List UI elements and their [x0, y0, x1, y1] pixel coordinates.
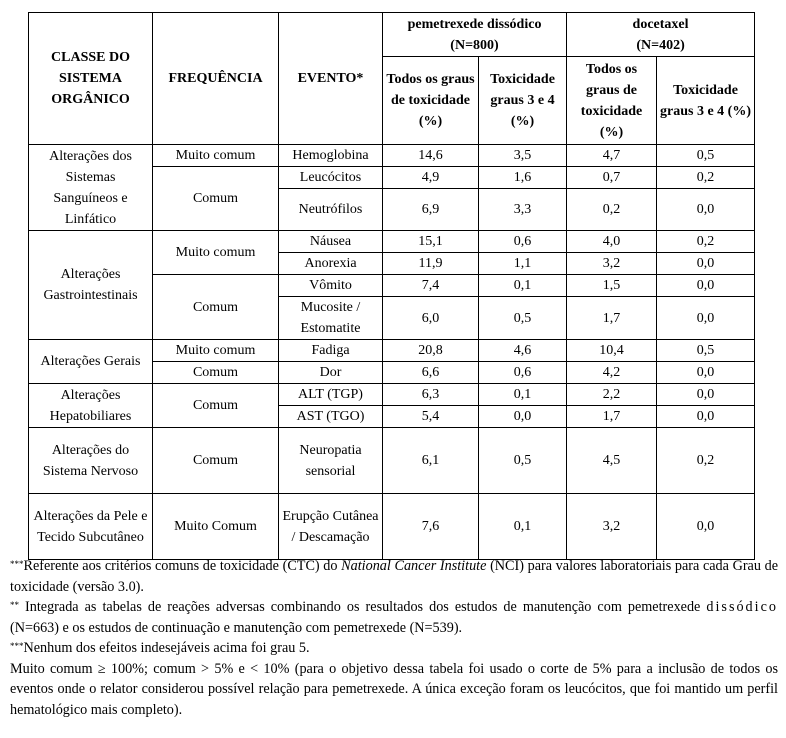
- value-cell: 20,8: [383, 340, 479, 362]
- freq-cell: Muito Comum: [153, 494, 279, 560]
- footnote-1-text-a: Referente aos critérios comuns de toxicidade (CTC) do: [23, 558, 342, 574]
- footnote-1-mark: ***: [10, 559, 24, 569]
- value-cell: 3,2: [567, 494, 657, 560]
- value-cell: 1,6: [479, 167, 567, 189]
- value-cell: 0,5: [479, 428, 567, 494]
- event-cell: Neuropatia sensorial: [279, 428, 383, 494]
- event-cell: Leucócitos: [279, 167, 383, 189]
- value-cell: 7,4: [383, 275, 479, 297]
- value-cell: 1,1: [479, 253, 567, 275]
- value-cell: 15,1: [383, 231, 479, 253]
- value-cell: 4,7: [567, 145, 657, 167]
- event-cell: Anorexia: [279, 253, 383, 275]
- value-cell: 3,3: [479, 189, 567, 231]
- value-cell: 14,6: [383, 145, 479, 167]
- header-frequencia: FREQUÊNCIA: [153, 13, 279, 145]
- freq-cell: Comum: [153, 362, 279, 384]
- value-cell: 3,2: [567, 253, 657, 275]
- header-pem-todos: Todos os graus de toxicidade (%): [383, 57, 479, 145]
- footnote-3: [10, 638, 778, 659]
- table-row: [29, 494, 755, 560]
- footnote-3-mark: ***: [10, 641, 24, 651]
- value-cell: 6,9: [383, 189, 479, 231]
- value-cell: 0,5: [657, 340, 755, 362]
- footnote-3-text: Nenhum dos efeitos indesejáveis acima foi grau 5.: [23, 640, 310, 656]
- value-cell: 0,0: [657, 494, 755, 560]
- freq-cell: Muito comum: [153, 340, 279, 362]
- event-cell: Hemoglobina: [279, 145, 383, 167]
- header-classe: CLASSE DO SISTEMA ORGÂNICO: [29, 13, 153, 145]
- freq-cell: Muito comum: [153, 145, 279, 167]
- header-pemetrexede: [383, 13, 567, 57]
- value-cell: 1,7: [567, 297, 657, 340]
- table-row: [29, 231, 755, 253]
- value-cell: 0,0: [657, 384, 755, 406]
- value-cell: 6,6: [383, 362, 479, 384]
- event-cell: Neutrófilos: [279, 189, 383, 231]
- value-cell: 0,2: [657, 167, 755, 189]
- event-cell: Mucosite / Estomatite: [279, 297, 383, 340]
- table-row: [29, 384, 755, 406]
- footnote-1: [10, 556, 778, 597]
- footnote-2: [10, 597, 778, 638]
- value-cell: 0,5: [479, 297, 567, 340]
- footnote-2-text-a: Integrada as tabelas de reações adversas combinando os resultados dos estudos de manutenção com pemetrexede: [19, 599, 707, 615]
- event-cell: Dor: [279, 362, 383, 384]
- class-cell: Alterações dos Sistemas Sanguíneos e Linfático: [29, 145, 153, 231]
- value-cell: 4,2: [567, 362, 657, 384]
- value-cell: 4,6: [479, 340, 567, 362]
- header-evento: EVENTO*: [279, 13, 383, 145]
- footnote-2-spaced: dissódico: [706, 599, 778, 615]
- value-cell: 0,0: [479, 406, 567, 428]
- value-cell: 11,9: [383, 253, 479, 275]
- event-cell: Erupção Cutânea / Descamação: [279, 494, 383, 560]
- freq-cell: Comum: [153, 384, 279, 428]
- value-cell: 0,2: [657, 428, 755, 494]
- value-cell: 4,9: [383, 167, 479, 189]
- footnote-1-text-b: (NCI) para valores laboratoriais para cada Grau de toxicidade (versão 3.0).: [10, 558, 778, 595]
- class-cell: Alterações Hepatobiliares: [29, 384, 153, 428]
- value-cell: 0,0: [657, 406, 755, 428]
- value-cell: 0,6: [479, 231, 567, 253]
- adverse-events-table: [28, 12, 755, 560]
- value-cell: 0,7: [567, 167, 657, 189]
- footnote-2-mark: **: [10, 600, 19, 610]
- event-cell: ALT (TGP): [279, 384, 383, 406]
- header-pem-tox34: Toxicidade graus 3 e 4 (%): [479, 57, 567, 145]
- class-cell: Alterações do Sistema Nervoso: [29, 428, 153, 494]
- value-cell: 7,6: [383, 494, 479, 560]
- freq-cell: Comum: [153, 275, 279, 340]
- value-cell: 4,0: [567, 231, 657, 253]
- class-cell: Alterações Gerais: [29, 340, 153, 384]
- header-docetaxel-n: (N=402): [636, 37, 685, 53]
- value-cell: 0,6: [479, 362, 567, 384]
- value-cell: 5,4: [383, 406, 479, 428]
- value-cell: 0,0: [657, 275, 755, 297]
- event-cell: AST (TGO): [279, 406, 383, 428]
- header-pemetrexede-name: pemetrexede dissódico: [407, 16, 542, 32]
- value-cell: 0,0: [657, 189, 755, 231]
- freq-cell: Muito comum: [153, 231, 279, 275]
- value-cell: 6,1: [383, 428, 479, 494]
- header-docetaxel: [567, 13, 755, 57]
- freq-cell: Comum: [153, 167, 279, 231]
- value-cell: 6,3: [383, 384, 479, 406]
- table-row: [29, 340, 755, 362]
- value-cell: 0,0: [657, 253, 755, 275]
- value-cell: 0,0: [657, 297, 755, 340]
- value-cell: 2,2: [567, 384, 657, 406]
- value-cell: 0,1: [479, 494, 567, 560]
- freq-cell: Comum: [153, 428, 279, 494]
- value-cell: 0,0: [657, 362, 755, 384]
- footnote-4: Muito comum ≥ 100%; comum > 5% e < 10% (para o objetivo dessa tabela foi usado o corte de 5% para a inclusão de todos os eventos onde o relator considerou possível relação para pemetrexede. A única exceção foram os leucócitos, que foi mantido um perfil hematológico mais completo).: [10, 660, 778, 718]
- header-pemetrexede-n: (N=800): [450, 37, 499, 53]
- header-doc-tox34: Toxicidade graus 3 e 4 (%): [657, 57, 755, 145]
- value-cell: 0,2: [657, 231, 755, 253]
- value-cell: 1,7: [567, 406, 657, 428]
- value-cell: 4,5: [567, 428, 657, 494]
- event-cell: Vômito: [279, 275, 383, 297]
- footnote-2-text-b: (N=663) e os estudos de continuação e manutenção com pemetrexede (N=539).: [10, 619, 463, 636]
- event-cell: Fadiga: [279, 340, 383, 362]
- value-cell: 0,1: [479, 275, 567, 297]
- header-docetaxel-name: docetaxel: [632, 16, 689, 32]
- table-row: [29, 145, 755, 167]
- value-cell: 10,4: [567, 340, 657, 362]
- value-cell: 3,5: [479, 145, 567, 167]
- value-cell: 1,5: [567, 275, 657, 297]
- class-cell: Alterações Gastrointestinais: [29, 231, 153, 340]
- table-row: [29, 428, 755, 494]
- value-cell: 0,1: [479, 384, 567, 406]
- value-cell: 6,0: [383, 297, 479, 340]
- header-doc-todos: Todos os graus de toxicidade (%): [567, 57, 657, 145]
- event-cell: Náusea: [279, 231, 383, 253]
- class-cell: Alterações da Pele e Tecido Subcutâneo: [29, 494, 153, 560]
- value-cell: 0,5: [657, 145, 755, 167]
- footnotes: [10, 556, 778, 720]
- value-cell: 0,2: [567, 189, 657, 231]
- footnote-1-italic: National Cancer Institute: [341, 558, 487, 574]
